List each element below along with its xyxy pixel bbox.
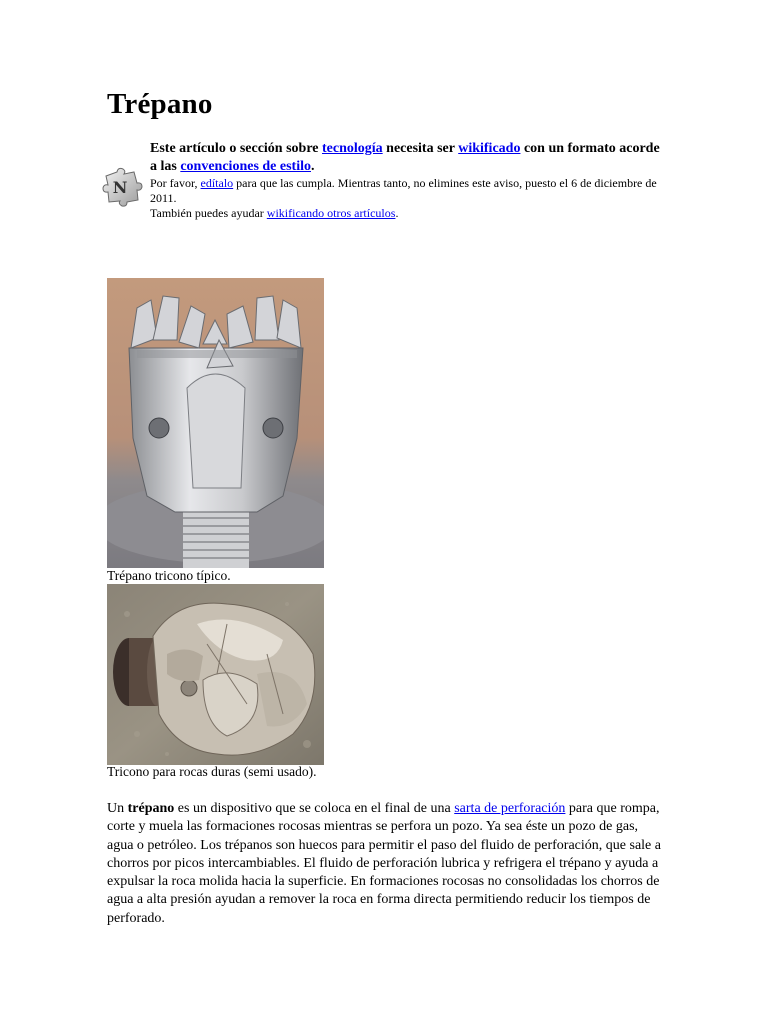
notice-text (150, 140, 660, 221)
paragraph-text: es un dispositivo que se coloca en el final de una (174, 801, 455, 816)
paragraph-text: para que rompa, corte y muela las formaciones rocosas mientras se perfora un pozo. Ya sea éste un pozo de gas, agua o petróleo. Los trépanos son huecos para permitir el paso del fluido de perforación, que sale a chorros por picos intercambiables. El fluido de perforación lubrica y refrigera el trépano y ayuda a expulsar la roca molida hacia la superficie. En formaciones rocosas no consolidadas los chorros de agua a alta presión ayudan a remover la roca en forma directa permitiendo reducir los tiempos de perforado. (107, 801, 661, 926)
figure-caption: Trépano tricono típico. (107, 568, 231, 583)
worn-tricone-bit-photo (107, 584, 324, 765)
notice-text-part: . (311, 159, 315, 174)
notice-text-part: . (395, 206, 399, 220)
notice-text-part: para que las cumpla. Mientras tanto, no elimines este aviso, puesto el 6 de diciembre de 2011. (150, 176, 657, 205)
notice-text-part: necesita ser (382, 141, 459, 156)
link-editalo[interactable]: edítalo (200, 176, 234, 190)
tricone-bit-photo (107, 278, 324, 568)
puzzle-piece-icon (100, 164, 144, 208)
notice-help (150, 206, 660, 221)
notice-main-message (150, 140, 660, 176)
article-paragraph (107, 800, 662, 928)
link-wikificando-otros-articulos[interactable]: wikificando otros artículos (266, 206, 396, 220)
notice-text-part: con un formato acorde a las (150, 141, 660, 174)
link-tecnologia[interactable]: tecnología (322, 141, 383, 156)
term-trepano: trépano (127, 801, 175, 816)
paragraph-text: Un (107, 801, 128, 816)
link-convenciones-de-estilo[interactable]: convenciones de estilo (180, 159, 311, 174)
notice-instructions (150, 176, 660, 206)
link-sarta-de-perforacion[interactable]: sarta de perforación (454, 801, 566, 816)
page-title: Trépano (107, 88, 213, 120)
figure-caption: Tricono para rocas duras (semi usado). (107, 764, 317, 779)
notice-text-part: Por favor, (150, 176, 201, 190)
notice-text-part: También puedes ayudar (150, 206, 267, 220)
svg-text:N: N (112, 178, 128, 197)
link-wikificado[interactable]: wikificado (458, 141, 521, 156)
notice-text-part: Este artículo o sección sobre (150, 141, 322, 156)
